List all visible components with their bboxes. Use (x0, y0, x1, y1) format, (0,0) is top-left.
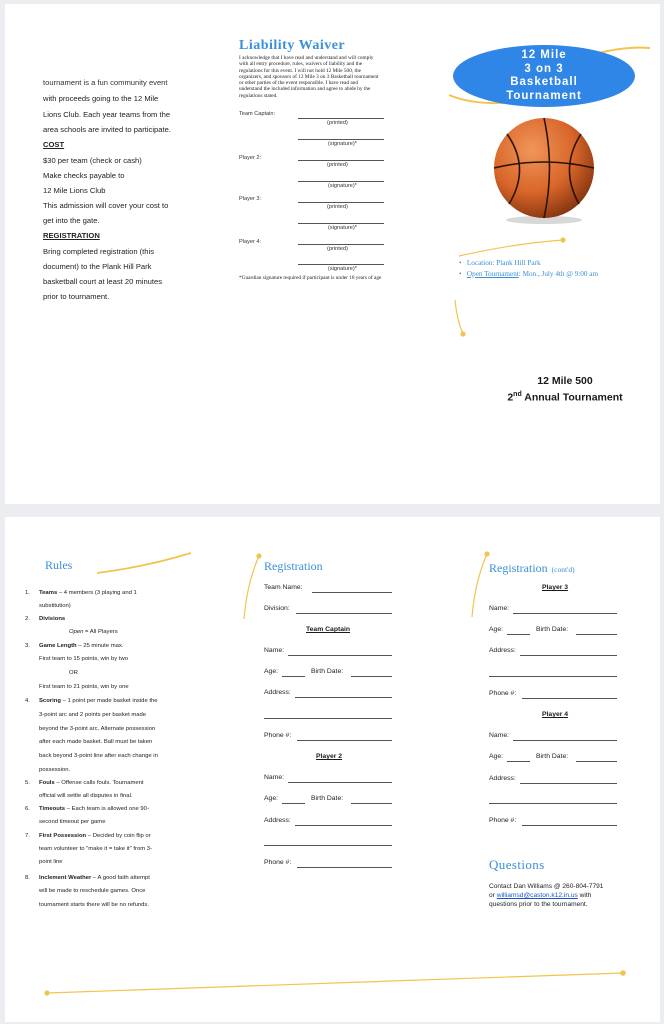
age-label: Age: (489, 626, 503, 633)
rule-head: Fouls (39, 780, 55, 786)
rule-cont: First team to 15 points, win by two (39, 656, 129, 662)
questions-contact: Contact Dan Williams @ 260-804-7791 (489, 883, 604, 890)
player3-label: Player 3: (239, 196, 262, 202)
name-field[interactable] (288, 655, 392, 656)
rule-text: – Offense calls fouls. Tournament (54, 780, 144, 786)
divisions-value (69, 629, 118, 635)
registration-line: Bring completed registration (this (43, 247, 155, 256)
brochure-outside (5, 4, 660, 504)
rule-head: Game Length (39, 643, 77, 649)
title-badge-text (453, 49, 635, 103)
rule-number: 8. (25, 875, 30, 881)
address-field[interactable] (520, 655, 617, 656)
info-swoosh (451, 236, 571, 340)
printed-caption: (printed) (327, 162, 348, 168)
name-label: Name: (264, 774, 285, 781)
rule-cont: substitution) (39, 603, 71, 609)
address-label: Address: (489, 775, 516, 782)
birth-date-label: Birth Date: (536, 626, 569, 633)
open-tournament-value: : Mon., July 4th @ 9:00 am (518, 270, 599, 278)
birth-date-field[interactable] (576, 761, 617, 762)
cost-line: This admission will cover your cost to (43, 201, 169, 210)
printed-caption: (printed) (327, 204, 348, 210)
bottom-swoosh (41, 961, 631, 1001)
registration-line: document) to the Plank Hill Park (43, 262, 152, 271)
rule-text: – Each team is allowed one 90- (65, 806, 149, 812)
address-field[interactable] (295, 697, 392, 698)
rule-item (39, 780, 144, 786)
phone-field[interactable] (522, 698, 617, 699)
cost-line: 12 Mile Lions Club (43, 186, 106, 195)
phone-label: Phone #: (489, 817, 517, 824)
signature-line[interactable] (298, 139, 384, 140)
phone-label: Phone #: (264, 732, 292, 739)
rule-cont: tournament starts there will be no refunds. (39, 902, 150, 908)
rule-head: Scoring (39, 698, 61, 704)
brochure-inside (5, 517, 660, 1022)
rule-cont: First team to 21 points, win by one (39, 684, 129, 690)
age-label: Age: (489, 753, 503, 760)
rules-swoosh (95, 551, 195, 575)
with-text: with (577, 892, 592, 899)
cost-line: Make checks payable to (43, 171, 125, 180)
rule-item (39, 616, 65, 622)
cover-footer (475, 374, 655, 405)
waiver-line: with all entry procedure, rules, waivers of liability and the (239, 61, 363, 68)
intro-line: with proceeds going to the 12 Mile (43, 94, 159, 103)
signature-line[interactable] (298, 223, 384, 224)
age-field[interactable] (282, 676, 305, 677)
address-label: Address: (264, 689, 291, 696)
rule-item (39, 833, 151, 839)
rule-number: 1. (25, 590, 30, 596)
rule-text: – 4 members (3 playing and 1 (57, 590, 137, 596)
name-field[interactable] (288, 782, 392, 783)
signature-caption: (signature)* (328, 183, 357, 189)
rule-item (39, 875, 150, 881)
questions-email-line (489, 892, 591, 899)
intro-line: area schools are invited to participate. (43, 125, 171, 134)
guardian-footnote: *Guardian signature required if participant is under 18 years of age (239, 275, 382, 281)
rule-text: – 25 minute max. (76, 643, 124, 649)
phone-label: Phone #: (264, 859, 292, 866)
waiver-line: organizers, and sponsors of 12 Mile 3 on 3 Basketball tournament (239, 73, 379, 80)
or-text: or (489, 892, 497, 899)
rule-cont: will be made to reschedule games. Once (39, 888, 146, 894)
age-label: Age: (264, 795, 278, 802)
waiver-body (239, 55, 429, 99)
rule-number: 5. (25, 780, 30, 786)
team-captain-label: Team Captain: (239, 111, 276, 117)
rule-text: – 1 point per made basket inside the (60, 698, 158, 704)
player4-heading: Player 4 (542, 711, 569, 718)
address-field-2[interactable] (264, 718, 392, 719)
title-badge-line: Tournament (506, 89, 582, 102)
title-badge-line: Basketball (510, 76, 578, 88)
intro-line: Lions Club. Each year teams from the (43, 110, 171, 119)
cost-line: get into the gate. (43, 216, 100, 225)
cover-footer-line2 (475, 388, 655, 405)
signature-caption: (signature)* (328, 141, 357, 147)
rule-head: Teams (39, 590, 58, 596)
name-label: Name: (264, 647, 285, 654)
rule-number: 3. (25, 643, 30, 649)
name-label: Name: (489, 605, 510, 612)
birth-date-label: Birth Date: (311, 795, 344, 802)
registration-heading: REGISTRATION (43, 231, 100, 240)
address-field-2[interactable] (489, 803, 617, 804)
registration-contd-title-text: Registration (489, 561, 548, 575)
registration-title: Registration (264, 559, 323, 573)
waiver-line: I acknowledge that I have read and understand and will comply (239, 55, 374, 61)
player3-heading: Player 3 (542, 584, 569, 591)
ordinal: 2 (507, 391, 514, 404)
birth-date-label: Birth Date: (536, 753, 569, 760)
rule-cont: point line (39, 859, 63, 865)
cost-heading: COST (43, 140, 65, 149)
ordinal-suffix: nd (513, 391, 522, 398)
open-tournament-label: Open Tournament (466, 270, 519, 278)
printed-line[interactable] (298, 160, 384, 161)
printed-caption: (printed) (327, 120, 348, 126)
rule-item (39, 643, 123, 649)
rule-cont: official will settle all disputes in final. (39, 793, 133, 799)
rule-item (39, 806, 149, 812)
phone-field[interactable] (297, 740, 392, 741)
waiver-line: understand the included information and agree to abide by the (239, 86, 371, 93)
address-field[interactable] (295, 825, 392, 826)
address-field-2[interactable] (264, 845, 392, 846)
rule-cont: beyond the 3-point arc. Alternate possession (39, 726, 156, 732)
location-text: Location: Plank Hill Park (466, 259, 541, 267)
team-captain-heading: Team Captain (306, 626, 351, 633)
title-badge-line: 3 on 3 (524, 62, 564, 75)
division-label: Division: (264, 605, 290, 612)
email-link[interactable]: williamsd@caston.k12.in.us (496, 892, 578, 899)
player2-label: Player 2: (239, 155, 262, 161)
address-label: Address: (264, 817, 291, 824)
footer-rest: Annual Tournament (521, 391, 623, 404)
rule-cont: second timeout per game (39, 819, 106, 825)
waiver-line: regulations stated. (239, 92, 278, 99)
rule-cont: possession. (39, 767, 71, 773)
rule-item (39, 590, 137, 596)
waiver-title: Liability Waiver (239, 38, 346, 53)
waiver-line: or other parties of the event responsible. I have read and (239, 80, 358, 87)
rule-number: 2. (25, 616, 30, 622)
rule-cont: team volunteer to "make it = take it" from 3- (39, 846, 153, 852)
name-label: Name: (489, 732, 510, 739)
rule-head: Divisions (39, 616, 66, 622)
division-field[interactable] (296, 613, 392, 614)
basketball-icon (489, 116, 599, 226)
team-name-field[interactable] (312, 592, 392, 593)
rule-head: Inclement Weather (39, 875, 92, 881)
signature-line[interactable] (298, 181, 384, 182)
printed-line[interactable] (298, 244, 384, 245)
rule-head: First Possession (39, 833, 87, 839)
signature-line[interactable] (298, 264, 384, 265)
bullet-icon: • (459, 270, 467, 278)
rule-cont: after each made basket. Ball must be taken (39, 739, 153, 745)
birth-date-field[interactable] (576, 634, 617, 635)
signature-caption: (signature)* (328, 266, 357, 272)
questions-closing: questions prior to the tournament. (489, 901, 588, 908)
age-field[interactable] (507, 634, 530, 635)
rule-item (39, 698, 158, 704)
rule-number: 4. (25, 698, 30, 704)
birth-date-label: Birth Date: (311, 668, 344, 675)
printed-line[interactable] (298, 202, 384, 203)
printed-line[interactable] (298, 118, 384, 119)
rule-text: – A good faith attempt (91, 875, 150, 881)
rule-text: – Decided by coin flip or (86, 833, 151, 839)
registration-line: prior to tournament. (43, 292, 110, 301)
birth-date-field[interactable] (351, 676, 392, 677)
player4-label: Player 4: (239, 239, 262, 245)
location-bullet (459, 259, 541, 267)
age-field[interactable] (282, 803, 305, 804)
waiver-line: regulations for this event. I will not hold 12 Mile 500, the (239, 67, 361, 74)
intro-partial-text: tournament is a fun community event (43, 78, 168, 87)
phone-field[interactable] (522, 825, 617, 826)
registration-line: basketball court at least 20 minutes (43, 277, 163, 286)
rule-cont: 3-point arc and 2 points per basket made (39, 712, 147, 718)
team-name-label: Team Name: (264, 584, 303, 591)
divisions-desc: = All Players (83, 629, 118, 635)
player2-heading: Player 2 (316, 753, 343, 760)
phone-label: Phone #: (489, 690, 517, 697)
bullet-icon: • (459, 259, 467, 267)
address-field-2[interactable] (489, 676, 617, 677)
name-field[interactable] (513, 740, 617, 741)
divisions-open: Open (69, 629, 84, 635)
rule-number: 7. (25, 833, 30, 839)
age-field[interactable] (507, 761, 530, 762)
address-label: Address: (489, 647, 516, 654)
cover-footer-line1: 12 Mile 500 (537, 375, 593, 387)
questions-title: Questions (489, 857, 545, 872)
signature-caption: (signature)* (328, 225, 357, 231)
age-label: Age: (264, 668, 278, 675)
rule-head: Timeouts (39, 806, 66, 812)
registration-contd-title (489, 559, 575, 577)
birth-date-field[interactable] (351, 803, 392, 804)
rule-cont: back beyond 3-point line after each change in (39, 753, 158, 759)
open-tournament-bullet (459, 270, 598, 278)
cost-line: $30 per team (check or cash) (43, 156, 142, 165)
name-field[interactable] (513, 613, 617, 614)
title-badge-line: 12 Mile (521, 49, 567, 61)
registration-contd-suffix: (cont'd) (551, 565, 575, 574)
rule-cont: OR (69, 670, 78, 676)
rules-title: Rules (45, 558, 73, 572)
address-field[interactable] (520, 783, 617, 784)
printed-caption: (printed) (327, 246, 348, 252)
phone-field[interactable] (297, 867, 392, 868)
rule-number: 6. (25, 806, 30, 812)
